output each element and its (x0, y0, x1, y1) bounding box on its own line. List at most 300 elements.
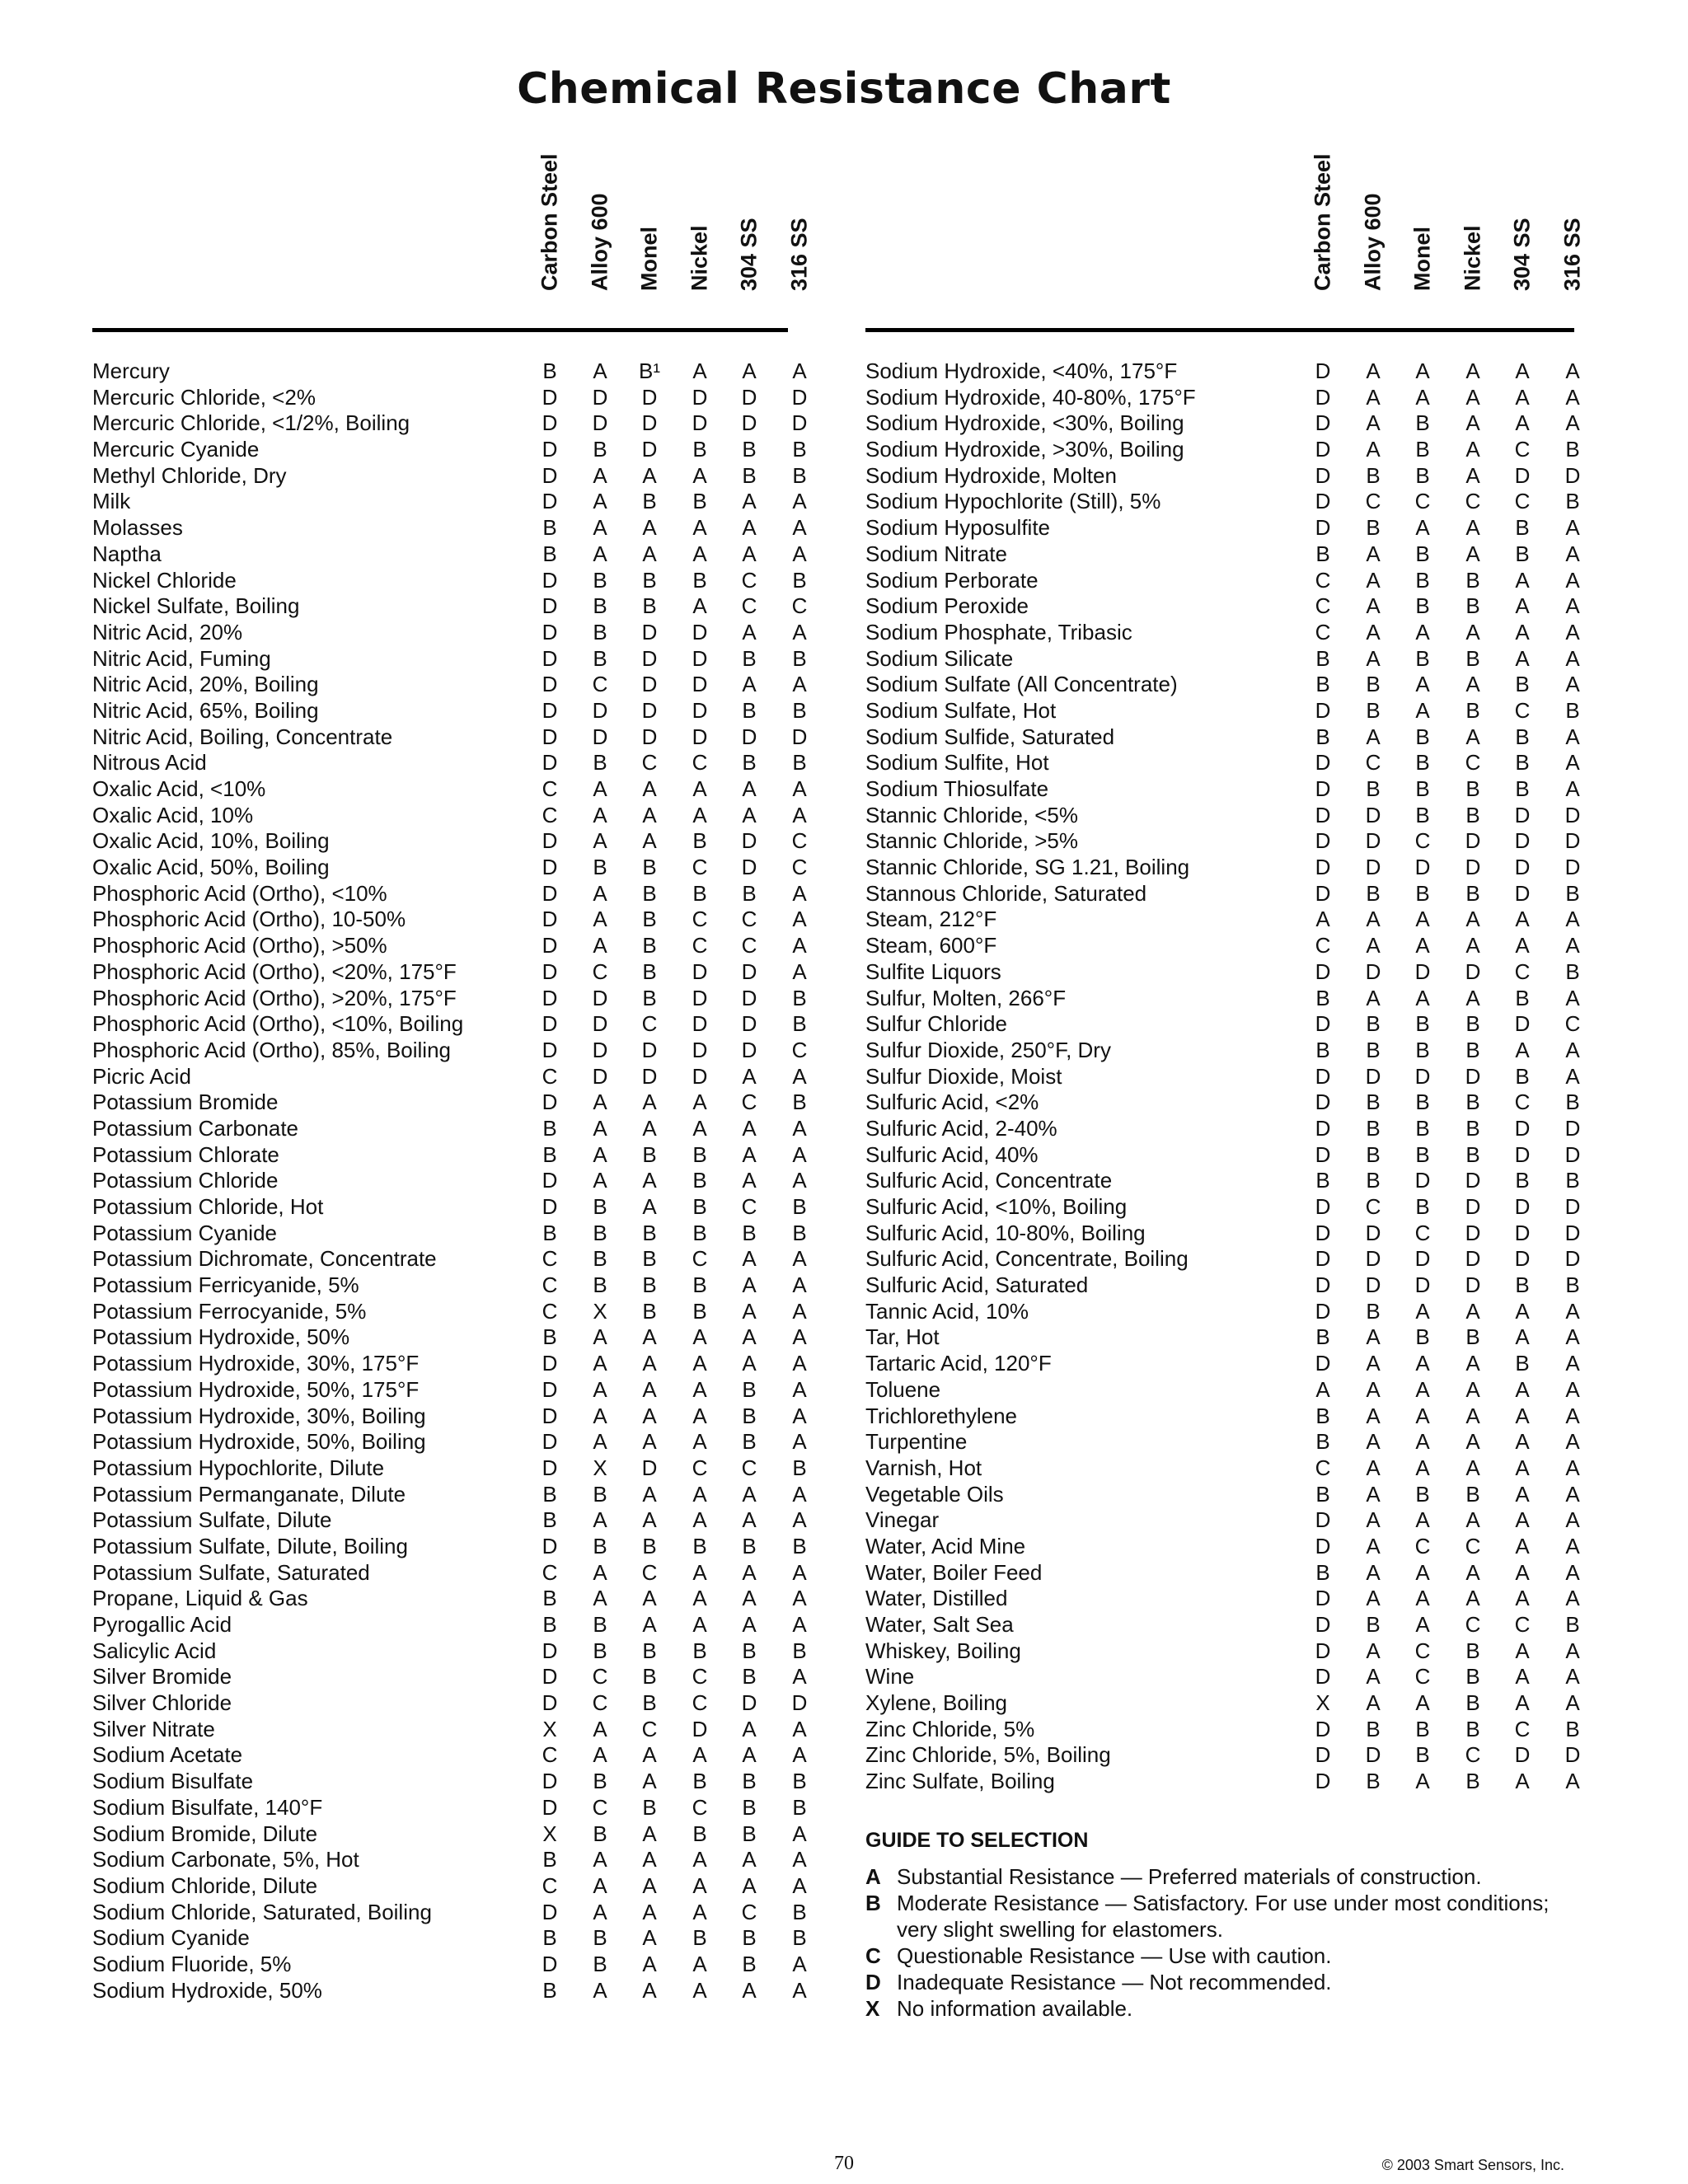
chemical-name: Potassium Hypochlorite, Dilute (92, 1455, 385, 1480)
rating-cell: A (792, 1821, 807, 1846)
rating-cell: A (1515, 410, 1530, 436)
rating-cell: D (542, 462, 558, 488)
rating-cell: C (791, 828, 808, 854)
rating-cell: A (692, 1403, 707, 1428)
rating-cell: B (593, 1272, 607, 1298)
rating-cell: B (1315, 645, 1330, 671)
rating-cell: D (791, 724, 808, 749)
rating-cell: C (741, 933, 757, 958)
chemical-name: Stannic Chloride, <5% (865, 802, 1078, 827)
rating-cell: C (692, 1455, 708, 1480)
rating-cell: A (1465, 985, 1480, 1010)
chemical-name: Oxalic Acid, <10% (92, 776, 266, 801)
rating-cell: A (593, 1429, 607, 1455)
rating-cell: D (1465, 855, 1481, 880)
rating-cell: B (1565, 489, 1580, 514)
table-row (92, 619, 807, 646)
table-row (92, 855, 808, 881)
rating-cell: D (1365, 1063, 1381, 1089)
rating-cell: B (792, 1769, 807, 1794)
rating-cell: A (1565, 645, 1580, 671)
chemical-name: Toluene (865, 1376, 941, 1402)
rating-cell: B (1515, 750, 1530, 776)
rating-cell: D (1365, 1742, 1381, 1768)
chemical-name: Stannic Chloride, SG 1.21, Boiling (865, 855, 1190, 880)
rating-cell: A (1366, 985, 1381, 1010)
rating-cell: B (642, 1690, 657, 1716)
rating-cell: D (542, 489, 558, 514)
rating-cell: D (741, 855, 757, 880)
rating-cell: B (593, 1769, 607, 1794)
rating-cell: A (1465, 1376, 1480, 1402)
rating-cell: A (593, 802, 607, 827)
rating-cell: A (1565, 1481, 1580, 1507)
rating-cell: D (542, 958, 558, 984)
rating-cell: A (1465, 1455, 1480, 1480)
chemical-name: Naptha (92, 541, 162, 566)
rating-cell: C (641, 1716, 658, 1741)
rating-cell: A (792, 1977, 807, 2003)
rating-cell: B (1415, 1742, 1430, 1768)
table-row (92, 1429, 807, 1455)
chemical-name: Sodium Sulfide, Saturated (865, 724, 1115, 749)
rating-cell: B (1465, 645, 1480, 671)
rating-cell: A (1565, 985, 1580, 1010)
rating-cell: B (692, 1220, 707, 1245)
rating-cell: C (692, 1794, 708, 1820)
table-row (865, 1141, 1581, 1169)
rating-cell: A (1515, 1455, 1530, 1480)
chemical-name: Sulfur, Molten, 266°F (865, 985, 1067, 1010)
rating-cell: B (792, 1899, 807, 1924)
rating-cell: B (1366, 1141, 1381, 1167)
rating-cell: B (792, 1455, 807, 1480)
rating-cell: C (791, 855, 808, 880)
rating-cell: A (642, 462, 657, 488)
rating-cell: A (642, 541, 657, 566)
chemical-name: Sodium Fluoride, 5% (92, 1951, 292, 1976)
rating-cell: A (1565, 1769, 1580, 1794)
rating-cell: C (1465, 750, 1481, 776)
table-row (865, 855, 1581, 881)
rating-cell: A (1415, 1769, 1430, 1794)
rating-cell: B (593, 1925, 607, 1951)
rating-cell: C (592, 672, 608, 697)
guide-to-selection (865, 1827, 1574, 2022)
rating-cell: D (1465, 1272, 1481, 1298)
rating-cell: A (1515, 384, 1530, 410)
rating-cell: C (1414, 1220, 1431, 1245)
rating-cell: A (593, 1324, 607, 1350)
rating-cell: C (741, 567, 757, 593)
column-header-label: 304 SS (1509, 218, 1535, 291)
rating-cell: A (1415, 1455, 1430, 1480)
chemical-name: Vegetable Oils (865, 1481, 1004, 1507)
rating-cell: B (1465, 567, 1480, 593)
rating-cell: D (741, 384, 757, 410)
rating-cell: B (1465, 1011, 1480, 1037)
table-row (92, 645, 807, 673)
rating-cell: A (792, 1246, 807, 1272)
table-row (92, 541, 807, 568)
table-row (92, 1872, 807, 1900)
table-row (92, 1977, 807, 2004)
table-row (92, 1794, 807, 1821)
rating-cell: B (642, 593, 657, 619)
rating-cell: B (1465, 802, 1480, 827)
rating-cell: B (1565, 1090, 1580, 1115)
rating-cell: B (1315, 672, 1330, 697)
rating-cell: D (1465, 1246, 1481, 1272)
rating-cell: D (1315, 1351, 1331, 1376)
rating-cell: A (1415, 515, 1430, 541)
rating-cell: A (593, 1586, 607, 1611)
rating-cell: B (1366, 697, 1381, 723)
rating-cell: A (642, 1194, 657, 1219)
chemical-name: Sulfuric Acid, Concentrate, Boiling (865, 1246, 1189, 1272)
rating-cell: A (1565, 619, 1580, 644)
rating-cell: B (1565, 1716, 1580, 1741)
rating-cell: D (1514, 855, 1531, 880)
rating-cell: A (1465, 1351, 1480, 1376)
chemical-name: Nickel Sulfate, Boiling (92, 593, 300, 619)
rating-cell: B (593, 1220, 607, 1245)
rating-cell: A (1515, 1533, 1530, 1558)
rating-cell: X (593, 1298, 607, 1324)
rating-cell: D (542, 750, 558, 776)
table-row (865, 1246, 1581, 1272)
table-row (865, 1220, 1581, 1247)
rating-cell: A (692, 515, 707, 541)
table-row (865, 1586, 1580, 1612)
rating-cell: C (542, 1063, 558, 1089)
rating-cell: C (692, 750, 708, 776)
rating-cell: B (1465, 1141, 1480, 1167)
table-row (865, 1403, 1580, 1430)
guide-item (865, 1890, 1574, 1943)
rating-cell: C (692, 1664, 708, 1690)
rating-cell: B (1515, 1272, 1530, 1298)
rating-cell: C (1414, 1533, 1431, 1558)
rating-cell: D (1315, 1090, 1331, 1115)
rating-cell: B (542, 1847, 557, 1872)
chemical-name: Steam, 212°F (865, 907, 997, 932)
guide-items (865, 1863, 1574, 2022)
rating-cell: C (692, 855, 708, 880)
rating-cell: B (1415, 1716, 1430, 1741)
rating-cell: D (1514, 462, 1531, 488)
rating-cell: A (1366, 410, 1381, 436)
table-row (865, 1272, 1580, 1299)
rating-cell: A (1565, 1037, 1580, 1062)
rating-cell: A (1565, 1298, 1580, 1324)
rating-cell: B (1315, 1481, 1330, 1507)
rating-cell: C (741, 1455, 757, 1480)
chemical-name: Potassium Chlorate (92, 1141, 279, 1167)
rating-cell: D (1465, 1220, 1481, 1245)
chemical-name: Potassium Sulfate, Dilute (92, 1507, 332, 1533)
table-row (92, 1324, 807, 1351)
rating-cell: A (1465, 410, 1480, 436)
chemical-name: Whiskey, Boiling (865, 1638, 1021, 1663)
rating-cell: B (1565, 1612, 1580, 1637)
rating-cell: A (792, 1872, 807, 1898)
rating-cell: B (642, 489, 657, 514)
rating-cell: A (792, 933, 807, 958)
rating-cell: D (1315, 359, 1331, 383)
rating-cell: B (1415, 724, 1430, 749)
rating-cell: A (692, 1559, 707, 1585)
rating-cell: B (692, 1168, 707, 1193)
rating-cell: B (1515, 985, 1530, 1010)
column-header-label: Alloy 600 (1360, 193, 1386, 291)
rating-cell: A (792, 1507, 807, 1533)
rating-cell: C (641, 750, 658, 776)
rating-cell: B (742, 697, 757, 723)
rating-cell: D (592, 410, 608, 436)
rating-cell: D (1414, 958, 1431, 984)
rating-cell: B (1415, 750, 1430, 776)
table-row (865, 410, 1580, 437)
rating-cell: D (1414, 1272, 1431, 1298)
chemical-name: Sulfuric Acid, 40% (865, 1141, 1039, 1167)
rating-cell: A (792, 489, 807, 514)
chemical-name: Silver Nitrate (92, 1716, 215, 1741)
rating-cell: D (1564, 1141, 1581, 1167)
rating-cell: D (592, 697, 608, 723)
rating-cell: B (593, 567, 607, 593)
rating-cell: D (1315, 1194, 1331, 1219)
rating-cell: A (593, 776, 607, 801)
rating-cell: A (792, 880, 807, 906)
rating-cell: A (692, 541, 707, 566)
rating-cell: C (1365, 750, 1381, 776)
chemical-name: Picric Acid (92, 1063, 191, 1089)
rating-cell: A (1515, 1664, 1530, 1690)
rating-cell: B (1465, 1090, 1480, 1115)
rating-cell: A (742, 672, 757, 697)
rating-cell: B (1465, 1115, 1480, 1141)
rating-cell: B (1415, 645, 1430, 671)
rating-cell: B (542, 1586, 557, 1611)
rating-cell: A (1565, 1559, 1580, 1585)
rating-cell: C (741, 1194, 757, 1219)
chemical-name: Zinc Chloride, 5% (865, 1716, 1035, 1741)
table-row (92, 1612, 807, 1638)
table-row (92, 1246, 807, 1272)
rating-cell: A (593, 1977, 607, 2003)
rating-cell: B (542, 1507, 557, 1533)
rating-cell: B (1366, 1168, 1381, 1193)
rating-cell: A (1366, 359, 1381, 383)
rating-cell: C (1365, 1194, 1381, 1219)
table-row (865, 567, 1580, 594)
rating-cell: A (1465, 1403, 1480, 1428)
rating-cell: A (692, 1090, 707, 1115)
rating-cell: D (542, 1376, 558, 1402)
rating-cell: B (1315, 985, 1330, 1010)
rating-cell: A (593, 515, 607, 541)
rating-cell: A (742, 1847, 757, 1872)
table-row (865, 462, 1581, 490)
rating-cell: D (1315, 1115, 1331, 1141)
table-row (865, 1638, 1580, 1665)
rating-cell: A (1565, 1507, 1580, 1533)
chemical-name: Nitric Acid, 20% (92, 619, 243, 644)
rating-cell: B (1415, 1115, 1430, 1141)
chemical-name: Sodium Hydroxide, 40-80%, 175°F (865, 384, 1196, 410)
chemical-name: Sodium Cyanide (92, 1925, 250, 1951)
rating-cell: D (542, 645, 558, 671)
rating-cell: B (1415, 1324, 1430, 1350)
rating-cell: A (1465, 724, 1480, 749)
rating-cell: D (1564, 1246, 1581, 1272)
rating-cell: D (1514, 1246, 1531, 1272)
rating-cell: A (792, 1376, 807, 1402)
rating-cell: A (1515, 933, 1530, 958)
chemical-name: Potassium Carbonate (92, 1115, 299, 1141)
rating-cell: B (742, 750, 757, 776)
rating-cell: A (593, 1376, 607, 1402)
rating-cell: A (642, 1168, 657, 1193)
rating-cell: A (642, 1977, 657, 2003)
chemical-name: Water, Distilled (865, 1586, 1008, 1611)
rating-cell: B (1315, 1559, 1330, 1585)
chemical-name: Trichlorethylene (865, 1403, 1018, 1428)
rating-cell: A (692, 776, 707, 801)
rating-cell: A (1366, 1324, 1381, 1350)
rating-cell: B (1465, 1037, 1480, 1062)
rating-cell: A (692, 1977, 707, 2003)
rating-cell: B (593, 1612, 607, 1637)
table-row (92, 880, 807, 907)
rating-cell: A (1515, 1559, 1530, 1585)
rating-cell: A (792, 1168, 807, 1193)
rating-cell: B (742, 1769, 757, 1794)
rating-cell: B (742, 1925, 757, 1951)
rating-cell: D (542, 724, 558, 749)
rating-cell: A (1415, 384, 1430, 410)
table-row (865, 880, 1580, 907)
rating-cell: A (1515, 567, 1530, 593)
rating-cell: C (1514, 489, 1531, 514)
rating-cell: A (1565, 672, 1580, 697)
rating-cell: A (1366, 1638, 1381, 1663)
rating-cell: A (742, 1872, 757, 1898)
rating-cell: A (692, 1899, 707, 1924)
rating-cell: A (1565, 1638, 1580, 1663)
column-header-label: Carbon Steel (537, 153, 562, 291)
rating-cell: D (1315, 1141, 1331, 1167)
rating-cell: A (742, 1063, 757, 1089)
rating-cell: A (1515, 1507, 1530, 1533)
table-row (865, 384, 1580, 411)
rating-cell: B (1315, 1168, 1330, 1193)
rating-cell: B (642, 567, 657, 593)
table-row (865, 958, 1580, 986)
rating-cell: D (1315, 1716, 1331, 1741)
rating-cell: A (792, 907, 807, 932)
rating-cell: B (1315, 1403, 1330, 1428)
rating-cell: B (792, 750, 807, 776)
rating-cell: D (1514, 1220, 1531, 1245)
rating-cell: B (1415, 541, 1430, 566)
copyright: © 2003 Smart Sensors, Inc. (1381, 2157, 1564, 2173)
rating-cell: D (1365, 958, 1381, 984)
guide-text: Substantial Resistance — Preferred materials of construction. (897, 1864, 1482, 1889)
rating-cell: B (1315, 1429, 1330, 1455)
rating-cell: D (542, 907, 558, 932)
chemical-name: Potassium Hydroxide, 30%, 175°F (92, 1351, 420, 1376)
table-row (865, 933, 1580, 959)
rating-cell: B (1366, 462, 1381, 488)
rating-cell: D (542, 855, 558, 880)
rating-cell: C (641, 1559, 658, 1585)
rating-cell: A (742, 1612, 757, 1637)
rating-cell: A (792, 1351, 807, 1376)
table-row (865, 1298, 1580, 1325)
rating-cell: D (542, 1168, 558, 1193)
rating-cell: B (593, 619, 607, 644)
chemical-name: Molasses (92, 515, 183, 541)
rating-cell: A (1515, 593, 1530, 619)
rating-cell: D (542, 1011, 558, 1037)
rating-cell: D (1365, 828, 1381, 854)
rating-cell: B (542, 1220, 557, 1245)
rating-cell: D (542, 1429, 558, 1455)
rating-cell: A (692, 1376, 707, 1402)
rating-cell: A (1465, 515, 1480, 541)
column-header-label: Alloy 600 (587, 193, 612, 291)
rating-cell: B (692, 1769, 707, 1794)
rating-cell: D (542, 567, 558, 593)
rating-cell: A (642, 1351, 657, 1376)
rating-cell: B (1366, 1115, 1381, 1141)
rating-cell: C (791, 593, 808, 619)
rating-cell: A (593, 828, 607, 854)
rating-cell: A (792, 1324, 807, 1350)
rating-cell: C (692, 1246, 708, 1272)
rating-cell: B (593, 1246, 607, 1272)
rating-cell: A (692, 1586, 707, 1611)
table-row (865, 750, 1580, 776)
table-row (865, 1455, 1580, 1482)
rating-cell: B (1465, 593, 1480, 619)
table-row (92, 1481, 807, 1508)
rating-cell: A (642, 1090, 657, 1115)
rating-cell: B (692, 1638, 707, 1663)
rating-cell: D (641, 410, 658, 436)
rating-cell: B (642, 1141, 657, 1167)
column-header-label: 304 SS (736, 218, 762, 291)
rating-cell: B (542, 1481, 557, 1507)
rating-cell: D (1315, 855, 1331, 880)
chemical-name: Xylene, Boiling (865, 1690, 1007, 1716)
rating-cell: B (542, 1324, 557, 1350)
chemical-name: Sodium Chloride, Saturated, Boiling (92, 1899, 432, 1924)
chemical-name: Phosphoric Acid (Ortho), 85%, Boiling (92, 1037, 451, 1062)
rating-cell: B (542, 1115, 557, 1141)
column-header (574, 152, 626, 316)
rating-cell: D (692, 672, 708, 697)
rating-cell: B (1465, 1769, 1480, 1794)
rating-cell: A (1465, 1429, 1480, 1455)
rating-cell: A (1465, 384, 1480, 410)
rating-cell: B (1515, 672, 1530, 697)
rating-cell: B (542, 1977, 557, 2003)
rating-cell: D (1315, 1742, 1331, 1768)
rating-cell: B (692, 489, 707, 514)
